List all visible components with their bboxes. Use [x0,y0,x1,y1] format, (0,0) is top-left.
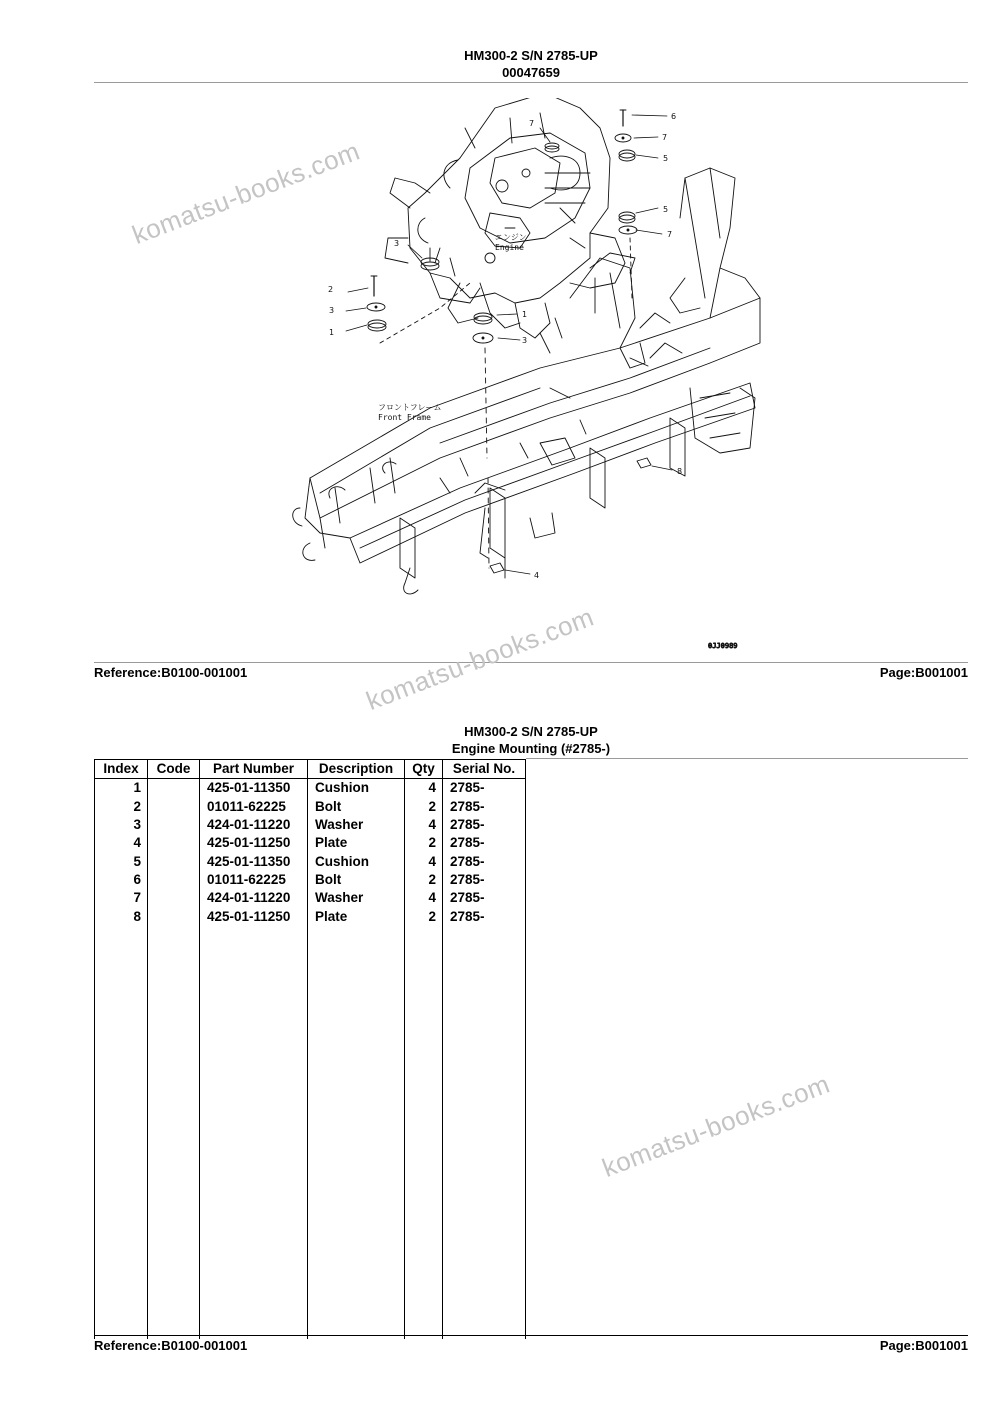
left-mount-stack [367,248,470,343]
callout-7c: 7 [529,119,535,128]
callout-3c: 3 [394,239,400,248]
col-index: Index [95,760,148,779]
callout-5b: 5 [663,205,669,214]
table-row [95,889,526,907]
col-code: Code [148,760,200,779]
cell-code [148,907,200,925]
page-title: HM300-2 S/N 2785-UP [464,48,598,63]
callout-3b: 3 [522,336,528,345]
cell-description: Washer [308,889,405,907]
callout-7: 7 [662,133,668,142]
cell-part-number: 425-01-11250 [200,834,308,852]
engine-label: Engine [495,243,524,252]
cell-description: Bolt [308,798,405,816]
cell-serial: 2785- [443,907,526,925]
cell-qty: 2 [405,834,443,852]
cell-part-number: 425-01-11250 [200,907,308,925]
cell-index: 3 [95,816,148,834]
footer-divider [94,662,968,663]
cell-serial: 2785- [443,798,526,816]
front-frame-illustration [293,168,760,594]
table-row [95,852,526,870]
col-part-number: Part Number [200,760,308,779]
table-row [95,798,526,816]
cell-index: 4 [95,834,148,852]
cell-serial: 2785- [443,852,526,870]
cell-description: Plate [308,907,405,925]
engine-illustration [385,98,625,338]
table-bottom-rule [94,1335,968,1336]
cell-code [148,889,200,907]
cell-description: Bolt [308,871,405,889]
cell-description: Plate [308,834,405,852]
cell-code [148,852,200,870]
cell-index: 1 [95,779,148,798]
table-row [95,907,526,925]
watermark: komatsu-books.com [362,601,598,717]
plate-4 [490,563,504,573]
callout-1b: 1 [522,310,528,319]
cell-index: 5 [95,852,148,870]
illustration-number: 00047659 [502,65,560,80]
table-row [95,871,526,889]
table-header-row [95,760,526,779]
cell-serial: 2785- [443,816,526,834]
cell-serial: 2785- [443,889,526,907]
frame-label-jp: フロントフレーム [378,403,442,412]
col-serial: Serial No. [443,760,526,779]
table-row [95,816,526,834]
cell-qty: 4 [405,889,443,907]
callout-5: 5 [663,154,669,163]
cell-code [148,779,200,798]
cell-qty: 2 [405,871,443,889]
parts-section-title: Engine Mounting (#2785-) [451,741,611,756]
cell-description: Cushion [308,852,405,870]
cell-part-number: 424-01-11220 [200,889,308,907]
header-divider [94,82,968,83]
cell-qty: 4 [405,779,443,798]
table-filler-row [95,926,526,1339]
cell-part-number: 425-01-11350 [200,779,308,798]
cell-qty: 2 [405,798,443,816]
cell-serial: 2785- [443,871,526,889]
callout-6: 6 [671,112,677,121]
engine-label-jp: エンジン [495,233,527,242]
cell-code [148,871,200,889]
col-description: Description [308,760,405,779]
watermark: komatsu-books.com [598,1068,834,1184]
cell-part-number: 01011-62225 [200,871,308,889]
col-qty: Qty [405,760,443,779]
callout-3: 3 [329,306,335,315]
cell-code [148,834,200,852]
cell-description: Washer [308,816,405,834]
table-row [95,834,526,852]
callout-7b: 7 [667,230,673,239]
callout-2: 2 [328,285,334,294]
cell-qty: 4 [405,816,443,834]
page-label-2: Page:B001001 [879,1338,968,1353]
callout-8: 8 [677,467,683,476]
page-label: Page:B001001 [879,665,968,680]
cell-qty: 4 [405,852,443,870]
parts-page-title: HM300-2 S/N 2785-UP [464,724,598,739]
cell-qty: 2 [405,907,443,925]
callout-4: 4 [534,571,540,580]
cell-code [148,816,200,834]
leader-lines [346,115,672,574]
cell-part-number: 425-01-11350 [200,852,308,870]
cell-index: 7 [95,889,148,907]
table-header-rule [526,758,968,759]
engine-mounting-diagram [290,98,770,658]
cell-serial: 2785- [443,834,526,852]
drawing-code: 0JJ0989 [708,642,738,650]
cell-index: 8 [95,907,148,925]
cell-index: 2 [95,798,148,816]
watermark: komatsu-books.com [128,135,364,251]
cell-index: 6 [95,871,148,889]
cell-serial: 2785- [443,779,526,798]
reference-label: Reference:B0100-001001 [94,665,248,680]
cell-code [148,798,200,816]
reference-label-2: Reference:B0100-001001 [94,1338,248,1353]
plate-8 [637,458,651,468]
frame-label: Front Frame [378,413,431,422]
cell-part-number: 01011-62225 [200,798,308,816]
parts-table [94,759,526,1339]
cell-description: Cushion [308,779,405,798]
callout-1: 1 [329,328,335,337]
cell-part-number: 424-01-11220 [200,816,308,834]
table-row [95,779,526,798]
